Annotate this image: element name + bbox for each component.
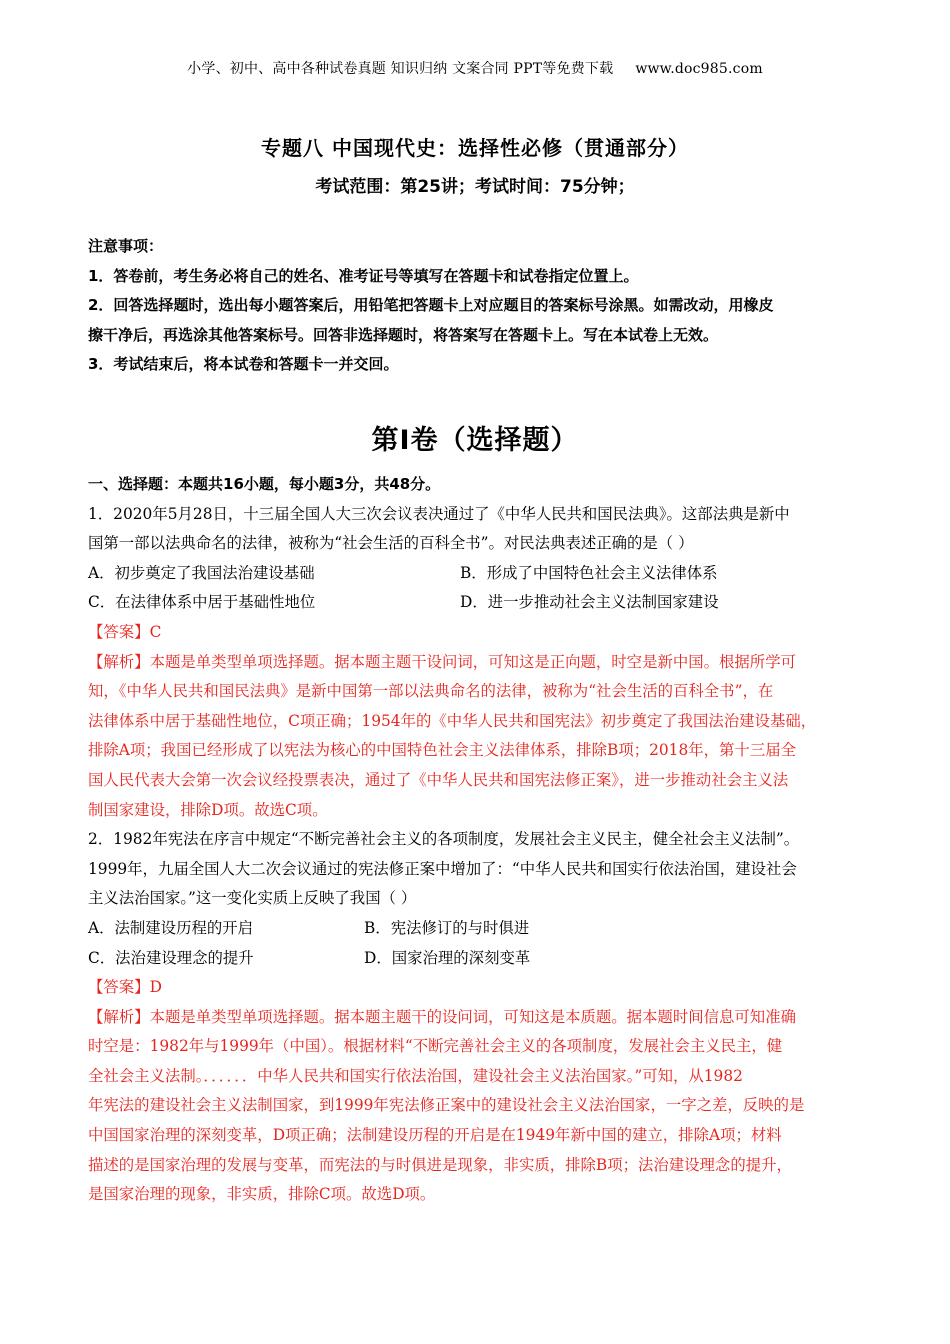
- option-a: A．初步奠定了我国法治建设基础: [88, 563, 315, 582]
- answer-label: 【答案】D: [88, 978, 162, 997]
- notice-block: [88, 232, 878, 380]
- option-c: C．法治建设理念的提升: [88, 948, 254, 967]
- notice-item: 1．答卷前，考生务必将自己的姓名、准考证号等填写在答题卡和试卷指定位置上。: [88, 266, 639, 285]
- analysis-line: 国人民代表大会第一次会议经投票表决，通过了《中华人民共和国宪法修正案》，进一步推动社会主义法: [88, 770, 789, 789]
- analysis-line: 全社会主义法制。．．．．．．中华人民共和国实行依法治国，建设社会主义法治国家。”可知，从1982: [88, 1066, 743, 1085]
- options-row: [88, 559, 878, 589]
- question-1: [88, 500, 878, 826]
- analysis-line: 时空是：1982年与1999年（中国）。根据材料“不断完善社会主义的各项制度，发展社会主义民主，健: [88, 1037, 783, 1056]
- page-header: [0, 58, 950, 78]
- question-stem: 主义法治国家。”这一变化实质上反映了我国（ ）: [88, 889, 417, 908]
- analysis-line: 【解析】本题是单类型单项选择题。据本题主题干的设问词，可知这是本质题。据本题时间信息可知准确: [88, 1007, 796, 1026]
- questions-content: [88, 470, 878, 1210]
- option-b: B．宪法修订的与时俱进: [364, 918, 530, 937]
- header-text: 小学、初中、高中各种试卷真题 知识归纳 文案合同 PPT等免费下载: [187, 61, 614, 77]
- notice-heading: 注意事项：: [88, 237, 164, 255]
- analysis-line: 知，《中华人民共和国民法典》是新中国第一部以法典命名的法律，被称为“社会生活的百科全书”，在: [88, 682, 774, 701]
- question-stem: 国第一部以法典命名的法律，被称为“社会生活的百科全书”。对民法典表述正确的是（ ）: [88, 534, 694, 553]
- options-row: [88, 914, 878, 944]
- analysis-line: 制国家建设，排除D项。故选C项。: [88, 800, 328, 819]
- analysis-block: [88, 1003, 878, 1210]
- question-stem: 1．2020年5月28日，十三届全国人大三次会议表决通过了《中华人民共和国民法典》。这部法典是新中: [88, 504, 790, 523]
- answer-label: 【答案】C: [88, 622, 162, 641]
- analysis-line: 年宪法的建设社会主义法制国家，到1999年宪法修正案中的建设社会主义法治国家，一字之差，反映的是: [88, 1096, 805, 1115]
- analysis-line: 【解析】本题是单类型单项选择题。据本题主题干设问词，可知这是正向题，时空是新中国。根据所学可: [88, 652, 796, 671]
- question-stem: 2．1982年宪法在序言中规定“不断完善社会主义的各项制度，发展社会主义民主，健全社会主义法制”。: [88, 830, 800, 849]
- option-b: B．形成了中国特色社会主义法律体系: [460, 563, 718, 582]
- option-d: D．国家治理的深刻变革: [364, 948, 531, 967]
- analysis-line: 中国国家治理的深刻变革，D项正确；法制建设历程的开启是在1949年新中国的建立，排除A项；材料: [88, 1126, 782, 1145]
- option-c: C．在法律体系中居于基础性地位: [88, 593, 316, 612]
- option-a: A．法制建设历程的开启: [88, 918, 254, 937]
- notice-item: 3．考试结束后，将本试卷和答题卡一并交回。: [88, 355, 399, 373]
- analysis-line: 法律体系中居于基础性地位，C项正确；1954年的《中华人民共和国宪法》初步奠定了我国法治建设基础，: [88, 711, 817, 730]
- analysis-line: 描述的是国家治理的发展与变革，而宪法的与时俱进是现象，非实质，排除B项；法治建设理念的提升，: [88, 1155, 792, 1174]
- analysis-line: 排除A项；我国已经形成了以宪法为核心的中国特色社会主义法律体系，排除B项；2018年，第十三届全: [88, 741, 796, 760]
- notice-item: 2．回答选择题时，选出每小题答案后，用铅笔把答题卡上对应题目的答案标号涂黑。如需改动，用橡皮: [88, 296, 774, 314]
- analysis-block: [88, 648, 878, 826]
- options-row: [88, 944, 878, 974]
- analysis-line: 是国家治理的现象，非实质，排除C项。故选D项。: [88, 1185, 436, 1204]
- header-site-link[interactable]: www.doc985.com: [635, 61, 763, 77]
- document-title: 专题八 中国现代史：选择性必修（贯通部分）: [261, 136, 689, 160]
- part-heading: 一、选择题：本题共16小题，每小题3分，共48分。: [88, 475, 441, 493]
- option-d: D．进一步推动社会主义法制国家建设: [460, 593, 719, 612]
- question-2: [88, 825, 878, 1210]
- exam-info: 考试范围：第25讲；考试时间：75分钟；: [315, 177, 635, 197]
- notice-item: 擦干净后，再选涂其他答案标号。回答非选择题时，将答案写在答题卡上。写在本试卷上无效。: [88, 325, 719, 344]
- section-title: 第I卷（选择题）: [371, 425, 579, 456]
- question-stem: 1999年，九届全国人大二次会议通过的宪法修正案中增加了：“中华人民共和国实行依法治国，建设社会: [88, 859, 797, 878]
- options-row: [88, 588, 878, 618]
